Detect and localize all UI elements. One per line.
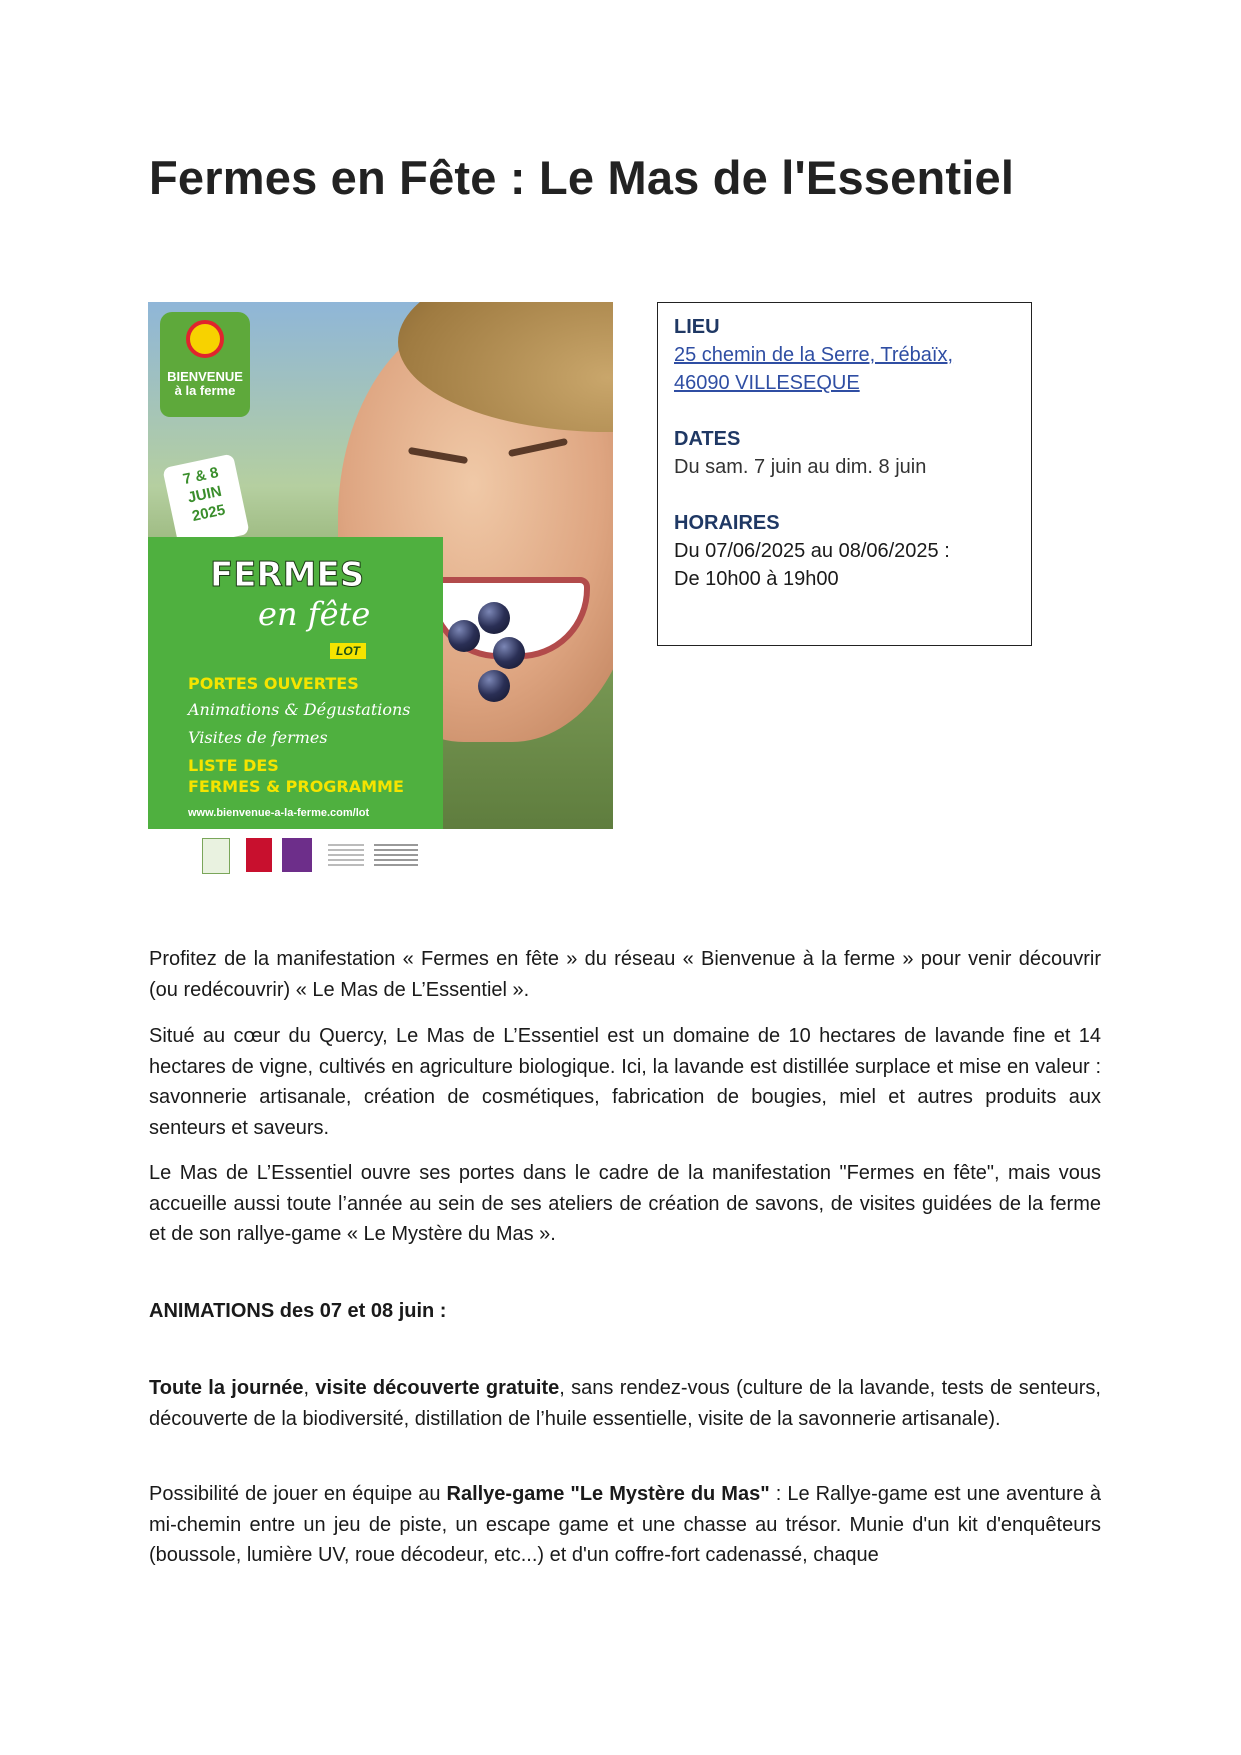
- paragraph-intro: Profitez de la manifestation « Fermes en fête » du réseau « Bienvenue à la ferme » pour venir découvrir (ou redécouvrir) « Le Mas de L’Essentiel ».: [149, 948, 1101, 1001]
- poster-url: www.bienvenue-a-la-ferme.com/lot: [188, 807, 370, 819]
- paragraph-description: Situé au cœur du Quercy, Le Mas de L’Essentiel est un domaine de 10 hectares de lavande fine et 14 hectares de vigne, cultivés en agriculture biologique. Ici, la lavande est distillée surplace et mise en valeur : savonnerie artisanale, création de cosmétiques, fabrication de bougies, miel et autres produits aux senteurs et saveurs.: [149, 1025, 1101, 1139]
- eye-shape: [408, 447, 468, 464]
- dates-label: DATES: [674, 428, 741, 450]
- grape-icon: [478, 602, 510, 634]
- flower-icon: [186, 320, 224, 358]
- logo-text: BIENVENUE: [167, 369, 243, 384]
- paragraph-visit: [149, 1373, 1101, 1434]
- text: Possibilité de jouer en équipe au: [149, 1483, 447, 1505]
- text-logo: [328, 844, 364, 868]
- sticker-text: 7 & 8: [181, 464, 220, 489]
- paragraph-rallye: [149, 1479, 1101, 1571]
- poster-green-panel: [148, 537, 443, 829]
- text: : Le Rallye-game est une aventure à mi-chemin entre un jeu de piste, un escape game et une chasse au trésor. Munie d'un kit d'enquêteurs (boussole, lumière UV, roue décodeur, etc...) et d'un coffre-fort cadenassé, chaque: [149, 1483, 1101, 1566]
- lieu-label: LIEU: [674, 316, 720, 338]
- event-poster-image: [148, 302, 613, 829]
- bold-text: visite découverte gratuite: [315, 1377, 560, 1399]
- sticker-text: JUIN: [186, 482, 224, 507]
- text: , sans rendez-vous (culture de la lavande, tests de senteurs, découverte de la biodiversité, distillation de l’huile essentielle, visite de la savonnerie artisanale).: [149, 1377, 1101, 1430]
- horaires-value: De 10h00 à 19h00: [674, 568, 839, 590]
- poster-line: Animations & Dégustations: [188, 700, 411, 719]
- partner-logos: [190, 838, 420, 878]
- text: ,: [303, 1377, 316, 1399]
- bienvenue-a-la-ferme-logo: [160, 312, 250, 417]
- logo-text: à la ferme: [174, 383, 236, 398]
- occitanie-logo: [246, 838, 272, 872]
- paragraph-opening: Le Mas de L’Essentiel ouvre ses portes dans le cadre de la manifestation "Fermes en fête", mais vous accueille aussi toute l’année au sein de ses ateliers de création de savons, de visites guidées de la ferme et de son rallye-game « Le Mystère du Mas ».: [149, 1162, 1101, 1245]
- ministere-logo: [374, 844, 418, 868]
- eye-shape: [508, 438, 568, 457]
- horaires-value: Du 07/06/2025 au 08/06/2025 :: [674, 540, 950, 562]
- poster-headline: FERMES: [210, 555, 365, 595]
- chambre-agriculture-logo: [202, 838, 230, 874]
- grape-icon: [478, 670, 510, 702]
- poster-line: PORTES OUVERTES: [188, 674, 359, 693]
- sticker-text: 2025: [190, 501, 227, 526]
- page-title: Fermes en Fête : Le Mas de l'Essentiel: [149, 151, 1015, 204]
- address-link[interactable]: 25 chemin de la Serre, Trébaïx,: [674, 344, 954, 366]
- dates-value: Du sam. 7 juin au dim. 8 juin: [674, 456, 927, 478]
- bold-text: Toute la journée: [149, 1377, 304, 1399]
- grape-icon: [448, 620, 480, 652]
- event-info-box: [657, 302, 1032, 646]
- poster-line: Visites de fermes: [188, 728, 328, 747]
- horaires-label: HORAIRES: [674, 512, 780, 534]
- animations-heading: ANIMATIONS des 07 et 08 juin :: [149, 1300, 447, 1322]
- bold-text: Rallye-game "Le Mystère du Mas": [446, 1483, 770, 1505]
- poster-line: FERMES & PROGRAMME: [188, 777, 404, 796]
- grape-icon: [493, 637, 525, 669]
- straw-hat-shape: [398, 302, 613, 432]
- poster-script-text: en fête: [258, 595, 371, 633]
- sud-de-france-logo: [282, 838, 312, 872]
- poster-tag: LOT: [330, 643, 366, 659]
- poster-line: LISTE DES: [188, 756, 279, 775]
- address-link-line2[interactable]: 46090 VILLESEQUE: [674, 372, 860, 394]
- date-sticker: [162, 453, 249, 548]
